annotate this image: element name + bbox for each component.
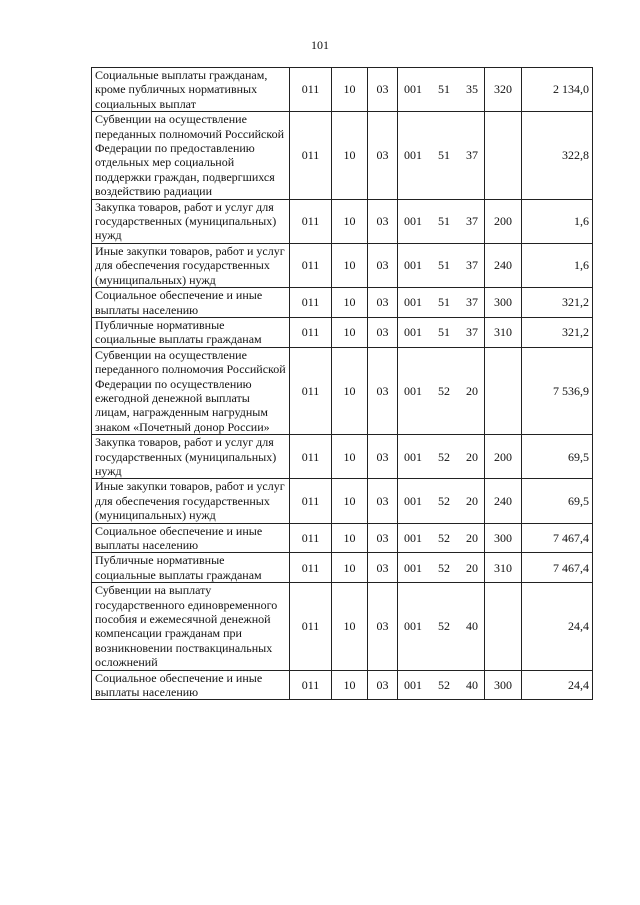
budget-table-body <box>92 68 593 700</box>
target-item-code <box>398 479 485 523</box>
row-name: Публичные нормативные социальные выплаты гражданам <box>92 317 290 347</box>
csr-part: 001 <box>404 214 422 229</box>
csr-part: 001 <box>404 449 422 464</box>
amount: 7 467,4 <box>522 523 593 553</box>
table-row <box>92 112 593 199</box>
csr-part: 001 <box>404 82 422 97</box>
row-name: Социальные выплаты гражданам, кроме публичных нормативных социальных выплат <box>92 68 290 112</box>
csr-part: 52 <box>438 449 450 464</box>
amount: 24,4 <box>522 583 593 670</box>
ministry-code: 011 <box>290 243 332 287</box>
csr-part: 20 <box>466 449 478 464</box>
csr-part: 52 <box>438 619 450 634</box>
subsection-code: 03 <box>368 347 398 434</box>
amount: 2 134,0 <box>522 68 593 112</box>
expense-type-code: 300 <box>485 288 522 318</box>
subsection-code: 03 <box>368 583 398 670</box>
target-item-code <box>398 670 485 700</box>
row-name: Закупка товаров, работ и услуг для государственных (муниципальных) нужд <box>92 199 290 243</box>
amount: 24,4 <box>522 670 593 700</box>
row-name: Иные закупки товаров, работ и услуг для обеспечения государственных (муниципальных) нужд <box>92 479 290 523</box>
expense-type-code <box>485 112 522 199</box>
table-row <box>92 317 593 347</box>
target-item-code <box>398 112 485 199</box>
subsection-code: 03 <box>368 553 398 583</box>
page-number: 101 <box>311 38 329 52</box>
ministry-code: 011 <box>290 199 332 243</box>
row-name: Иные закупки товаров, работ и услуг для обеспечения государственных (муниципальных) нужд <box>92 243 290 287</box>
target-item-code <box>398 199 485 243</box>
table-row <box>92 347 593 434</box>
csr-part: 37 <box>466 148 478 163</box>
budget-table <box>91 67 593 700</box>
target-item-code <box>398 317 485 347</box>
csr-part: 001 <box>404 258 422 273</box>
csr-part: 52 <box>438 383 450 398</box>
expense-type-code: 310 <box>485 553 522 583</box>
expense-type-code: 310 <box>485 317 522 347</box>
row-name: Социальное обеспечение и иные выплаты населению <box>92 288 290 318</box>
amount: 1,6 <box>522 199 593 243</box>
expense-type-code: 240 <box>485 243 522 287</box>
csr-part: 52 <box>438 677 450 692</box>
target-item-code <box>398 523 485 553</box>
target-item-code <box>398 243 485 287</box>
csr-part: 001 <box>404 560 422 575</box>
section-code: 10 <box>332 583 368 670</box>
table-row <box>92 199 593 243</box>
csr-part: 001 <box>404 295 422 310</box>
expense-type-code: 300 <box>485 523 522 553</box>
amount: 7 536,9 <box>522 347 593 434</box>
csr-part: 37 <box>466 258 478 273</box>
subsection-code: 03 <box>368 317 398 347</box>
csr-part: 51 <box>438 214 450 229</box>
row-name: Субвенции на выплату государственного единовременного пособия и ежемесячной денежной компенсации гражданам при возникновении поствакцинальных осложнений <box>92 583 290 670</box>
subsection-code: 03 <box>368 288 398 318</box>
amount: 321,2 <box>522 288 593 318</box>
row-name: Социальное обеспечение и иные выплаты населению <box>92 523 290 553</box>
expense-type-code: 300 <box>485 670 522 700</box>
csr-part: 51 <box>438 258 450 273</box>
section-code: 10 <box>332 670 368 700</box>
section-code: 10 <box>332 68 368 112</box>
expense-type-code: 200 <box>485 199 522 243</box>
ministry-code: 011 <box>290 288 332 318</box>
amount: 322,8 <box>522 112 593 199</box>
section-code: 10 <box>332 288 368 318</box>
section-code: 10 <box>332 435 368 479</box>
section-code: 10 <box>332 243 368 287</box>
row-name: Публичные нормативные социальные выплаты гражданам <box>92 553 290 583</box>
row-name: Субвенции на осуществление переданного полномочия Российской Федерации по осуществлению ежегодной денежной выплаты лицам, награжденным нагрудным знаком «Почетный донор России» <box>92 347 290 434</box>
csr-part: 001 <box>404 677 422 692</box>
expense-type-code: 240 <box>485 479 522 523</box>
table-row <box>92 243 593 287</box>
ministry-code: 011 <box>290 553 332 583</box>
csr-part: 40 <box>466 619 478 634</box>
row-name: Закупка товаров, работ и услуг для государственных (муниципальных) нужд <box>92 435 290 479</box>
expense-type-code <box>485 583 522 670</box>
amount: 69,5 <box>522 479 593 523</box>
subsection-code: 03 <box>368 670 398 700</box>
target-item-code <box>398 347 485 434</box>
table-row <box>92 553 593 583</box>
target-item-code <box>398 583 485 670</box>
csr-part: 51 <box>438 325 450 340</box>
section-code: 10 <box>332 347 368 434</box>
subsection-code: 03 <box>368 68 398 112</box>
csr-part: 20 <box>466 493 478 508</box>
csr-part: 51 <box>438 148 450 163</box>
csr-part: 51 <box>438 295 450 310</box>
row-name: Социальное обеспечение и иные выплаты населению <box>92 670 290 700</box>
csr-part: 37 <box>466 325 478 340</box>
csr-part: 52 <box>438 530 450 545</box>
section-code: 10 <box>332 317 368 347</box>
csr-part: 20 <box>466 560 478 575</box>
csr-part: 001 <box>404 383 422 398</box>
ministry-code: 011 <box>290 479 332 523</box>
table-row <box>92 670 593 700</box>
ministry-code: 011 <box>290 583 332 670</box>
amount: 69,5 <box>522 435 593 479</box>
amount: 7 467,4 <box>522 553 593 583</box>
csr-part: 51 <box>438 82 450 97</box>
table-row <box>92 288 593 318</box>
expense-type-code: 200 <box>485 435 522 479</box>
csr-part: 20 <box>466 383 478 398</box>
ministry-code: 011 <box>290 347 332 434</box>
csr-part: 001 <box>404 619 422 634</box>
table-row <box>92 583 593 670</box>
ministry-code: 011 <box>290 670 332 700</box>
ministry-code: 011 <box>290 317 332 347</box>
subsection-code: 03 <box>368 243 398 287</box>
subsection-code: 03 <box>368 479 398 523</box>
section-code: 10 <box>332 553 368 583</box>
section-code: 10 <box>332 199 368 243</box>
csr-part: 001 <box>404 148 422 163</box>
subsection-code: 03 <box>368 523 398 553</box>
amount: 321,2 <box>522 317 593 347</box>
ministry-code: 011 <box>290 435 332 479</box>
table-row <box>92 523 593 553</box>
ministry-code: 011 <box>290 523 332 553</box>
csr-part: 37 <box>466 295 478 310</box>
csr-part: 40 <box>466 677 478 692</box>
ministry-code: 011 <box>290 68 332 112</box>
csr-part: 20 <box>466 530 478 545</box>
subsection-code: 03 <box>368 112 398 199</box>
ministry-code: 011 <box>290 112 332 199</box>
csr-part: 001 <box>404 325 422 340</box>
subsection-code: 03 <box>368 435 398 479</box>
csr-part: 35 <box>466 82 478 97</box>
expense-type-code <box>485 347 522 434</box>
target-item-code <box>398 435 485 479</box>
table-row <box>92 435 593 479</box>
target-item-code <box>398 288 485 318</box>
section-code: 10 <box>332 479 368 523</box>
expense-type-code: 320 <box>485 68 522 112</box>
target-item-code <box>398 553 485 583</box>
section-code: 10 <box>332 112 368 199</box>
subsection-code: 03 <box>368 199 398 243</box>
csr-part: 52 <box>438 560 450 575</box>
csr-part: 001 <box>404 493 422 508</box>
row-name: Субвенции на осуществление переданных полномочий Российской Федерации по предоставлению отдельных мер социальной поддержки граждан, подвергшихся воздействию радиации <box>92 112 290 199</box>
section-code: 10 <box>332 523 368 553</box>
target-item-code <box>398 68 485 112</box>
table-row <box>92 479 593 523</box>
csr-part: 37 <box>466 214 478 229</box>
amount: 1,6 <box>522 243 593 287</box>
csr-part: 001 <box>404 530 422 545</box>
table-row <box>92 68 593 112</box>
csr-part: 52 <box>438 493 450 508</box>
